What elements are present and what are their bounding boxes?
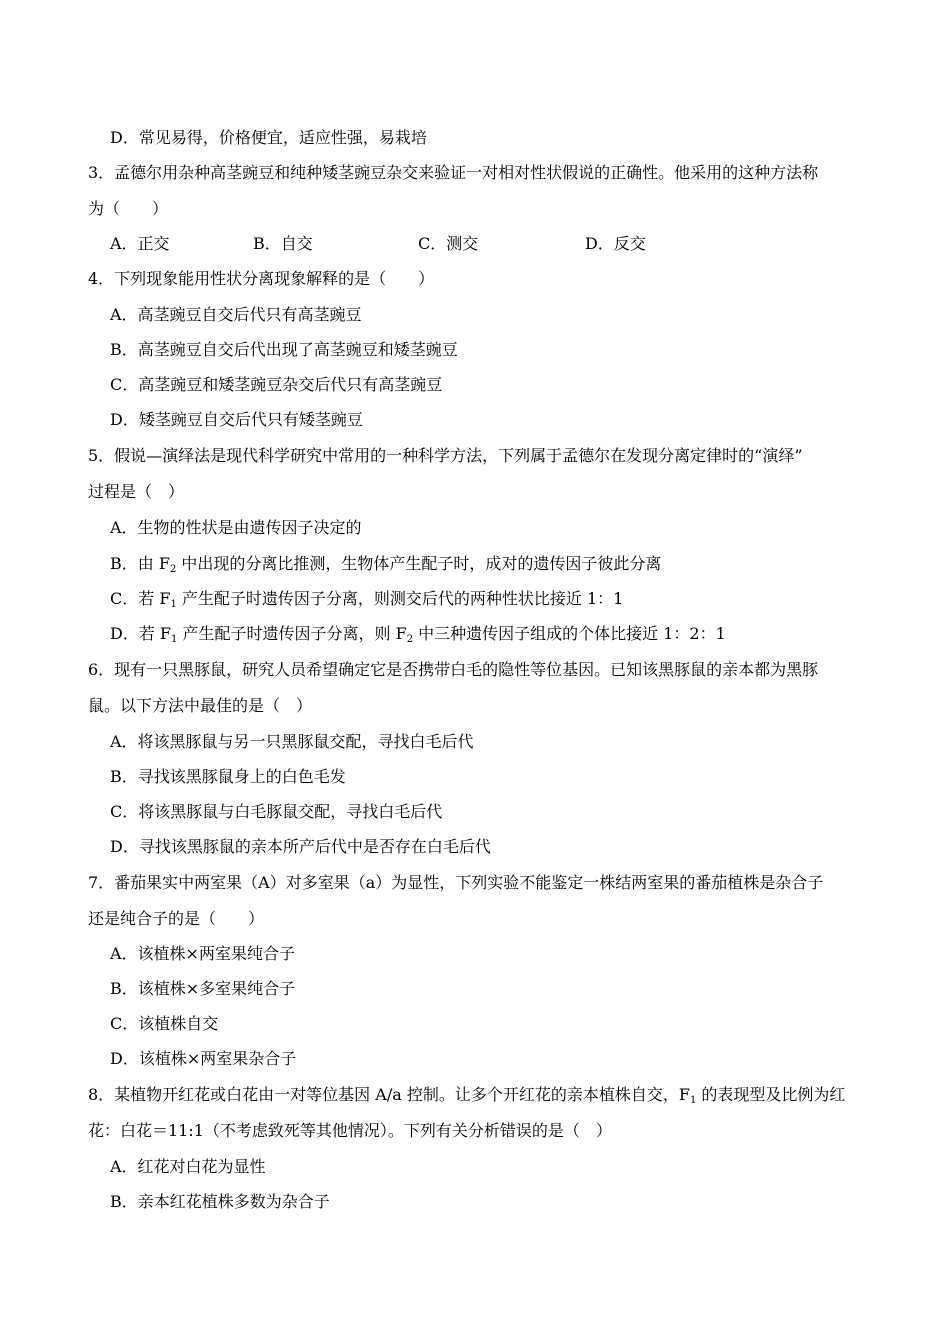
q8-stem-line1: 8．某植物开红花或白花由一对等位基因 A/a 控制。让多个开红花的亲本植株自交，$F_1$ 的表现型及比例为红: [88, 1085, 846, 1106]
q6-stem-line2: 鼠。以下方法中最佳的是（ ）: [88, 696, 313, 715]
q6-option-b: B．寻找该黑豚鼠身上的白色毛发: [110, 767, 346, 786]
q4-option-a: A．高茎豌豆自交后代只有高茎豌豆: [110, 305, 362, 324]
q8-option-b: B．亲本红花植株多数为杂合子: [110, 1192, 330, 1211]
q3-option-c: C．测交: [418, 234, 479, 253]
q3-option-a: A．正交: [110, 234, 170, 253]
q4-option-c: C．高茎豌豆和矮茎豌豆杂交后代只有高茎豌豆: [110, 375, 443, 394]
q6-option-a: A．将该黑豚鼠与另一只黑豚鼠交配，寻找白毛后代: [110, 732, 474, 751]
q5-option-c: C．若 $F_1$ 产生配子时遗传因子分离，则测交后代的两种性状比接近 1：1: [110, 589, 624, 610]
q4-option-b: B．高茎豌豆自交后代出现了高茎豌豆和矮茎豌豆: [110, 340, 458, 359]
q2-option-d: D．常见易得，价格便宜，适应性强，易栽培: [110, 128, 427, 147]
q3-option-b: B．自交: [253, 234, 313, 253]
q4-option-d: D．矮茎豌豆自交后代只有矮茎豌豆: [110, 410, 363, 429]
q3-stem-line2: 为（ ）: [88, 199, 169, 218]
q3-option-d: D．反交: [585, 234, 646, 253]
q5-option-b: B．由 $F_2$ 中出现的分离比推测，生物体产生配子时，成对的遗传因子彼此分离: [110, 554, 662, 575]
q7-option-b: B．该植株×多室果纯合子: [110, 979, 296, 998]
q7-option-d: D．该植株×两室果杂合子: [110, 1049, 297, 1068]
q3-stem-line1: 3．孟德尔用杂种高茎豌豆和纯种矮茎豌豆杂交来验证一对相对性状假说的正确性。他采用的这种方法称: [88, 163, 819, 182]
q7-stem-line1: 7．番茄果实中两室果（A）对多室果（a）为显性，下列实验不能鉴定一株结两室果的番茄植株是杂合子: [88, 873, 824, 892]
q8-stem-line2: 花：白花＝11:1（不考虑致死等其他情况）。下列有关分析错误的是（ ）: [88, 1121, 612, 1140]
q5-stem-line1: 5．假说—演绎法是现代科学研究中常用的一种科学方法，下列属于孟德尔在发现分离定律时的“演绎”: [88, 446, 803, 465]
q5-stem-line2: 过程是（ ）: [88, 482, 185, 501]
q4-stem: 4．下列现象能用性状分离现象解释的是（ ）: [88, 269, 435, 288]
q6-option-c: C．将该黑豚鼠与白毛豚鼠交配，寻找白毛后代: [110, 802, 443, 821]
q7-option-a: A．该植株×两室果纯合子: [110, 944, 295, 963]
q8-option-a: A．红花对白花为显性: [110, 1157, 266, 1176]
q6-option-d: D．寻找该黑豚鼠的亲本所产后代中是否存在白毛后代: [110, 837, 491, 856]
q6-stem-line1: 6．现有一只黑豚鼠，研究人员希望确定它是否携带白毛的隐性等位基因。已知该黑豚鼠的亲本都为黑豚: [88, 660, 819, 679]
q7-stem-line2: 还是纯合子的是（ ）: [88, 909, 265, 928]
q3-options-row: [110, 232, 890, 256]
q5-option-a: A．生物的性状是由遗传因子决定的: [110, 518, 362, 537]
q7-option-c: C．该植株自交: [110, 1014, 219, 1033]
q5-option-d: D．若 $F_1$ 产生配子时遗传因子分离，则 $F_2$ 中三种遗传因子组成的个体比接近 1：2：1: [110, 624, 726, 645]
